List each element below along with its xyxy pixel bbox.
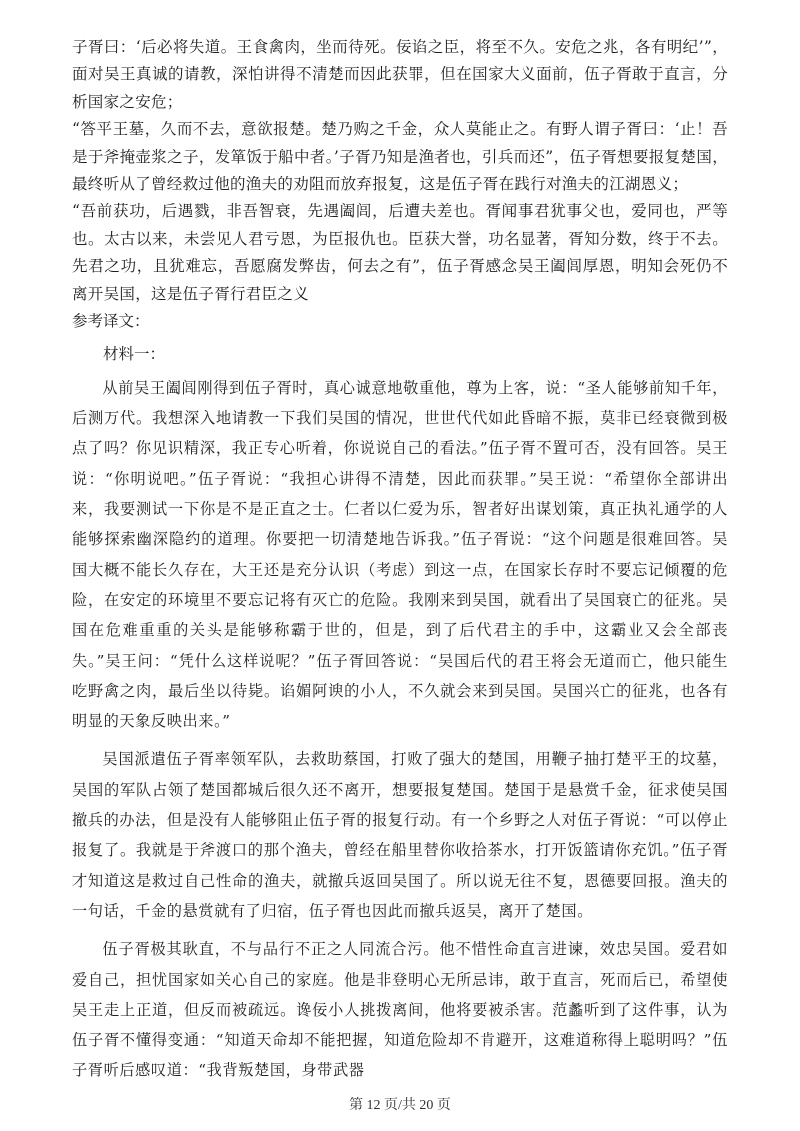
- translation-section: [72, 373, 728, 1086]
- analysis-paragraph-3: “吾前获功，后遇戮，非吾智衰，先遇阖闾，后遭夫差也。胥闻事君犹事父也，爱同也，严等也。太古以来，未尝见人君亏恩，为臣报仇也。臣获大誉，功名显著，胥知分数，终于不去。先君之功，且犹难忘，吾愿腐发弊齿，何去之有”，伍子胥感念吴王阖闾厚恩，明知会死仍不离开吴国，这是伍子胥行君臣之义: [72, 202, 728, 303]
- analysis-paragraph-1: 子胥曰：‘后必将失道。王食禽肉，坐而待死。佞谄之臣，将至不久。安危之兆，各有明纪’”，面对吴王真诚的请教，深怕讲得不清楚而因此获罪，但在国家大义面前，伍子胥敢于直言，分析国家之安危；: [72, 38, 728, 111]
- original-analysis-section: [72, 34, 728, 308]
- translation-paragraph-2: 吴国派遣伍子胥率领军队，去救助蔡国，打败了强大的楚国，用鞭子抽打楚平王的坟墓，吴国的军队占领了楚国都城后很久还不离开，想要报复楚国。楚国于是悬赏千金，征求使吴国撤兵的办法，但是没有人能够阻止伍子胥的报复行动。有一个乡野之人对伍子胥说：“可以停止报复了。我就是于斧渡口的那个渔夫，曾经在船里替你收拾茶水，打开饭篮请你充饥。”伍子胥才知道这是救过自己性命的渔夫，就撤兵返回吴国了。所以说无往不复，恩德要回报。渔夫的一句话，千金的悬赏就有了归宿，伍子胥也因此而撤兵返吴，离开了楚国。: [72, 750, 728, 920]
- page-number-footer: 第 12 页/共 20 页: [349, 1098, 451, 1113]
- analysis-paragraph-2: “答平王墓，久而不去，意欲报楚。楚乃购之千金，众人莫能止之。有野人谓子胥曰：‘止！吾是于斧掩壶浆之子，发箪饭于船中者。’子胥乃知是渔者也，引兵而还”，伍子胥想要报复楚国，最终听从了曾经救过他的渔夫的劝阻而放弃报复，这是伍子胥在践行对渔夫的江湖恩义；: [72, 120, 728, 194]
- reference-translation-title: 参考译文：: [72, 312, 150, 331]
- translation-paragraph-3: 伍子胥极其耿直，不与品行不正之人同流合污。他不惜性命直言进谏，效忠吴国。爱君如爱自己，担忧国家如关心自己的家庭。他是非登明心无所忌讳，敢于直言，死而后已，希望使吴王走上正道，但反而被疏远。谗佞小人挑拨离间，他将要被杀害。范蠡听到了这件事，认为伍子胥不懂得变通：“知道天命却不能把握，知道危险却不肯避开，这难道称得上聪明吗？”伍子胥听后感叹道：“我背叛楚国，身带武器: [72, 940, 728, 1080]
- document-page: [72, 34, 728, 1094]
- translation-paragraph-1: 从前吴王阖闾刚得到伍子胥时，真心诚意地敬重他，尊为上客，说：“圣人能够前知千年，后测万代。我想深入地请教一下我们吴国的情况，世世代代如此昏暗不振，莫非已经衰微到极点了吗？你见识精深，我正专心听着，你说说自己的看法。”伍子胥不置可否，没有回答。吴王说：“你明说吧。”伍子胥说：“我担心讲得不清楚，因此而获罪。”吴王说：“希望你全部讲出来，我要测试一下你是不是正直之士。仁者以仁爱为乐，智者好出谋划策，真正执礼通学的人能够探索幽深隐约的道理。你要把一切清楚地告诉我。”伍子胥说：“这个问题是很难回答。吴国大概不能长久存在，大王还是充分认识（考虑）到这一点，在国家长存时不要忘记倾覆的危险，在安定的环境里不要忘记将有灭亡的危险。我刚来到吴国，就看出了吴国衰亡的征兆。吴国在危难重重的关头是能够称霸于世的，但是，到了后代君主的手中，这霸业又会全部丧失。”吴王问：“凭什么这样说呢？”伍子胥回答说：“吴国后代的君王将会无道而亡，他只能生吃野禽之肉，最后坐以待毙。谄媚阿谀的小人，不久就会来到吴国。吴国兴亡的征兆，也各有明显的天象反映出来。”: [72, 378, 728, 731]
- material-one-title: 材料一：: [103, 345, 166, 364]
